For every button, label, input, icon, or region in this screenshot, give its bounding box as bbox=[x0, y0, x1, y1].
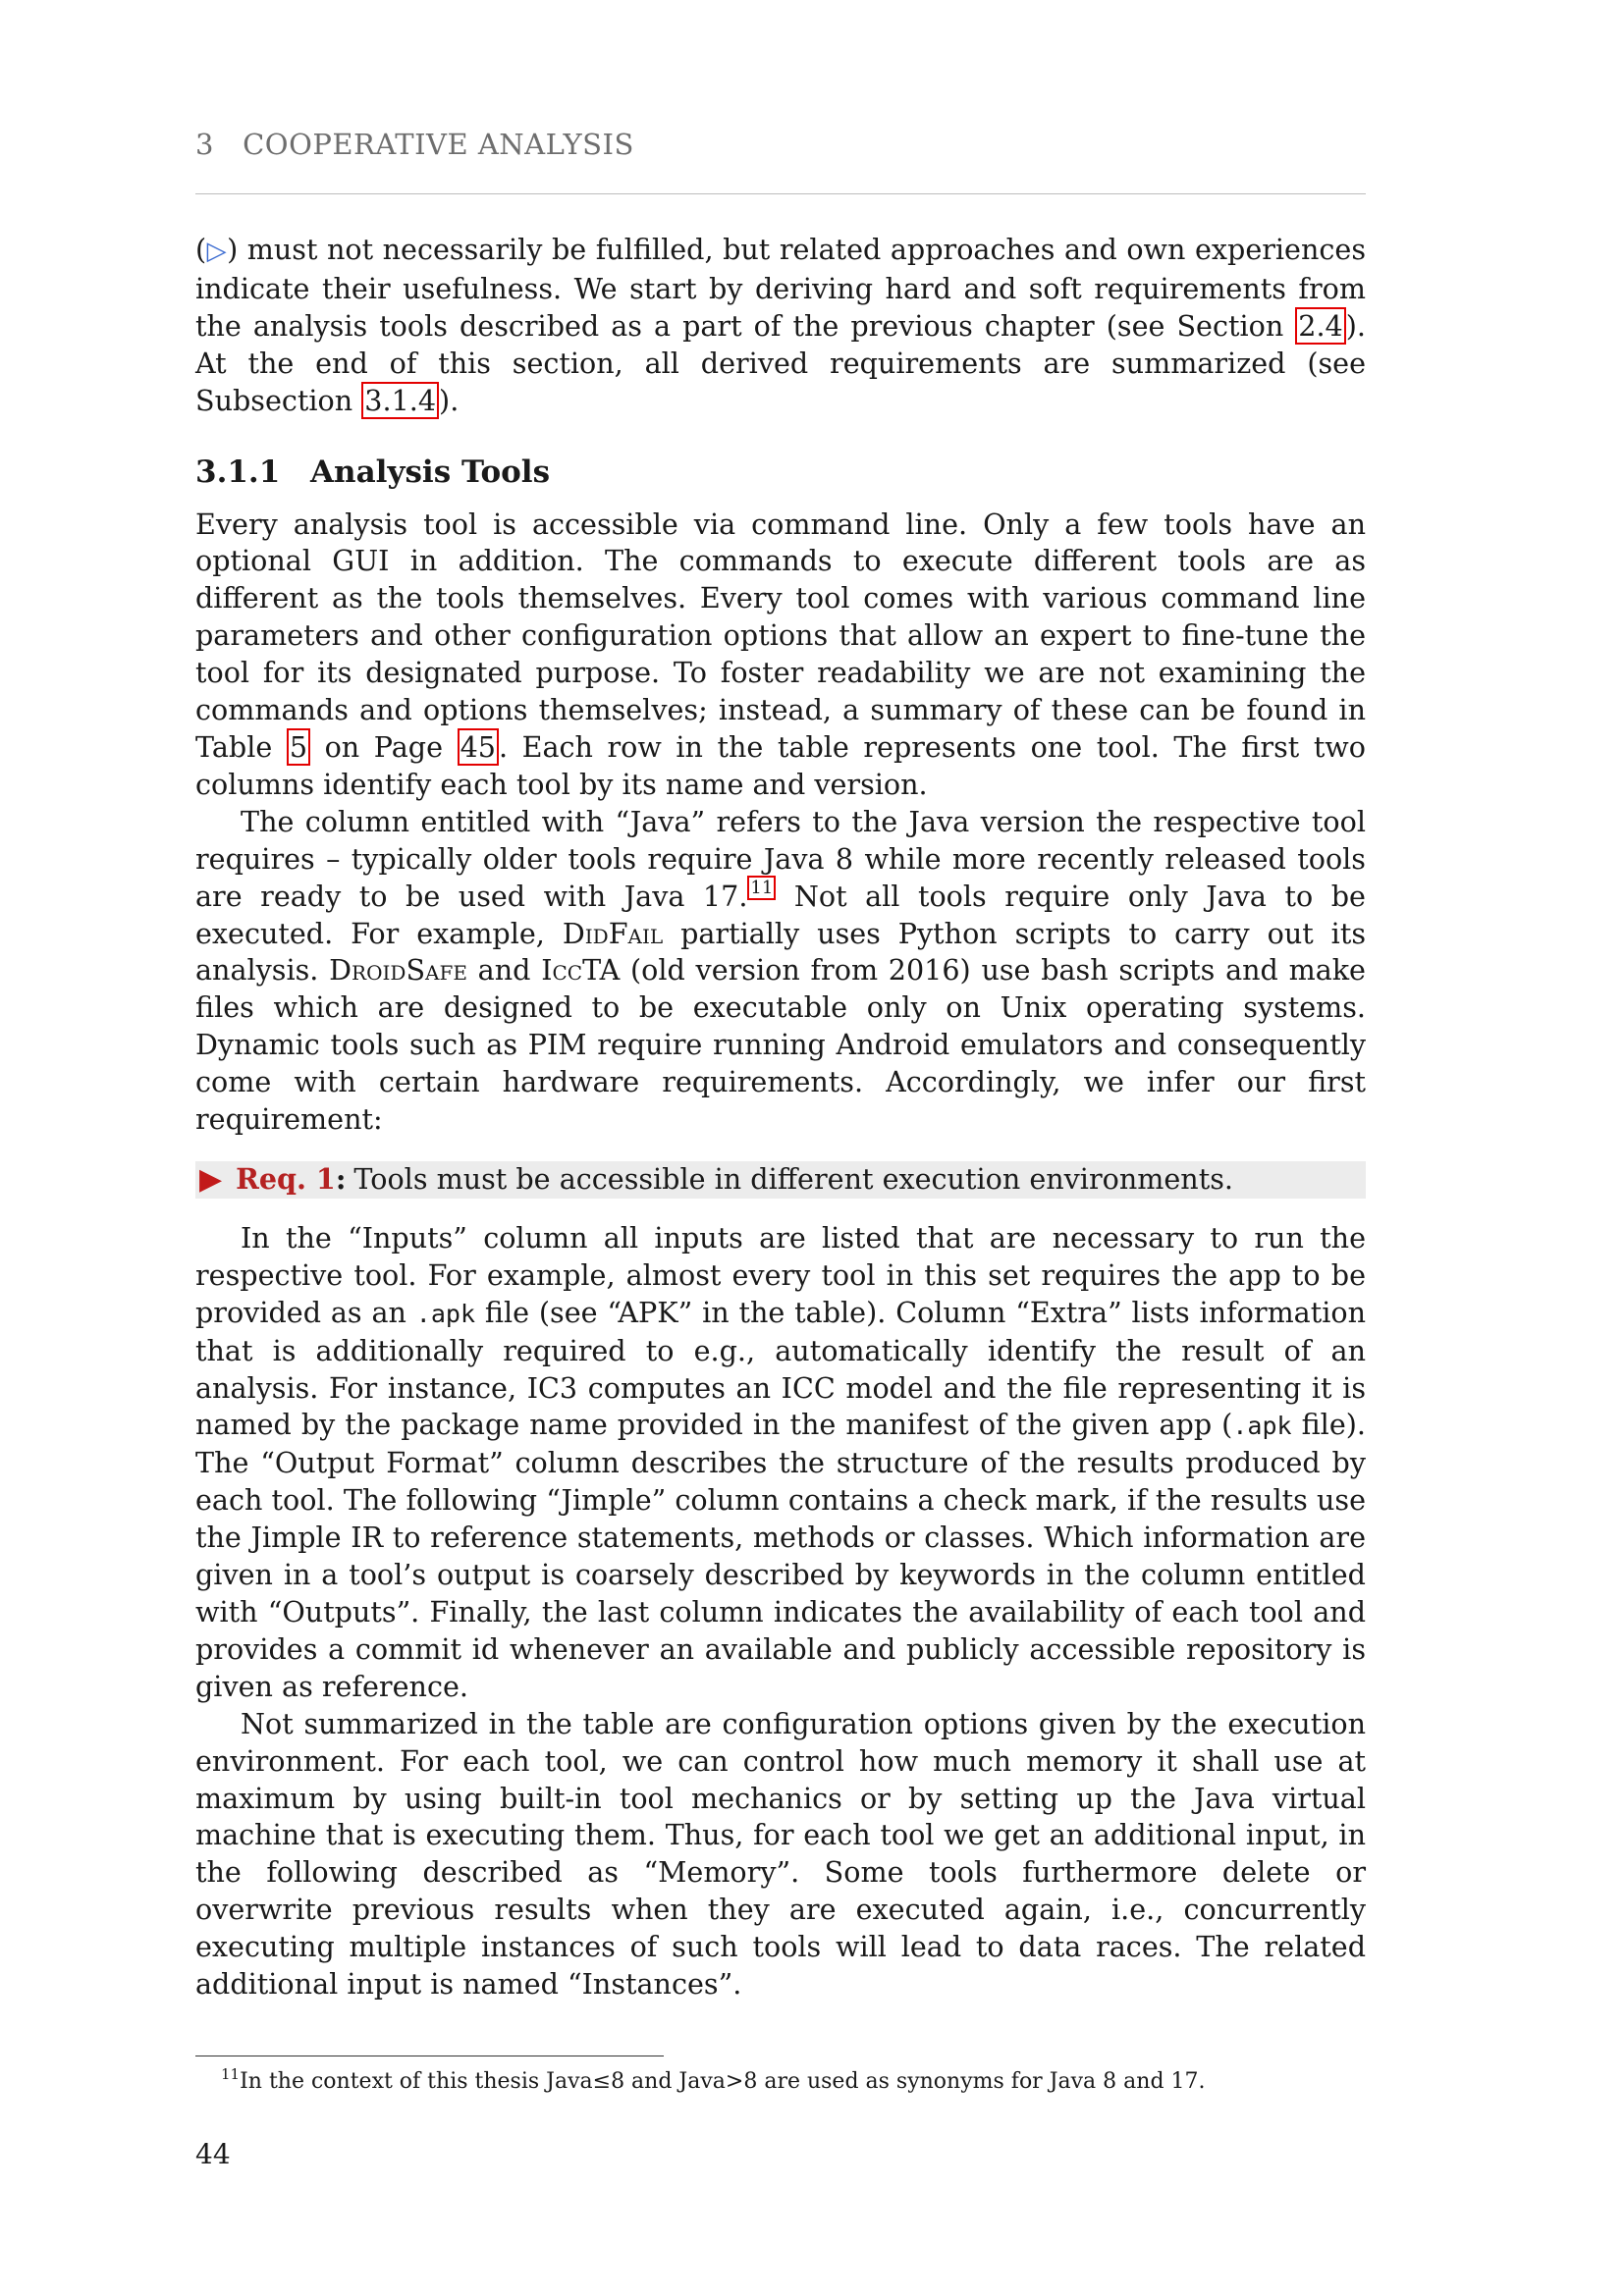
code-apk-2: .apk bbox=[1232, 1412, 1292, 1441]
paragraph-2: The column entitled with “Java” refers to the Java version the respective tool requires – typically older tools require Java 8 while more recently released tools are ready to be used with Java 17. $^{11}$ Not all tools require only Java to be executed. For example, DidFail partially uses Python scripts to carry out its analysis. DroidSafe and IccTA (old version from 2016) use bash scripts and make files which are designed to be executable only on Unix operating systems. Dynamic tools such as PIM require running Android emulators and consequently come with certain hardware requirements. Accordingly, we infer our first requirement: bbox=[195, 804, 1366, 1137]
requirement-triangle-icon: ▶ bbox=[199, 1161, 223, 1197]
subsection-ref-link[interactable]: 3.1.4 bbox=[361, 382, 439, 419]
body-text bbox=[195, 232, 1366, 2003]
requirement-box bbox=[195, 1161, 1366, 1199]
chapter-title: COOPERATIVE ANALYSIS bbox=[243, 128, 634, 161]
section-number: 3.1.1 bbox=[195, 454, 281, 490]
tool-name-iccta-suffix: TA bbox=[582, 953, 621, 988]
paragraph-1: Every analysis tool is accessible via command line. Only a few tools have an optional GUI in addition. The commands to execute different tools are as different as the tools themselves. Every tool comes with various command line parameters and other configuration options that allow an expert to fine-tune the tool for its designated purpose. To foster readability we are not examining the commands and options themselves; instead, a summary of these can be found in Table 5 on Page 45 . Each row in the table represents one tool. The first two columns identify each tool by its name and version. bbox=[195, 507, 1366, 801]
requirement-text: Tools must be accessible in different execution environments. bbox=[353, 1161, 1233, 1196]
intro-paragraph: (▷) must not necessarily be fulfilled, but related approaches and own experiences indicate their usefulness. We start by deriving hard and soft requirements from the analysis tools described as a part of the previous chapter (see Section 2.4 ). At the end of this section, all derived requirements are summarized (see Subsection 3.1.4 ). bbox=[195, 233, 1366, 417]
paragraph-4: Not summarized in the table are configuration options given by the execution environment. For each tool, we can control how much memory it shall use at maximum by using built-in tool mechanics or by setting up the Java virtual machine that is executing them. Thus, for each tool we get an additional input, in the following described as “Memory”. Some tools furthermore delete or overwrite previous results when they are executed again, i.e., concurrently executing multiple instances of such tools will lead to data races. The related additional input is named “Instances”. bbox=[195, 1706, 1366, 2002]
running-header bbox=[195, 128, 634, 161]
footnote-text: In the context of this thesis Java≤8 and Java>8 are used as synonyms for Java 8 and 17. bbox=[240, 2069, 1206, 2094]
tool-name-iccta-prefix: Icc bbox=[541, 953, 583, 988]
footnote-ref-link[interactable]: 11 bbox=[747, 876, 776, 900]
soft-requirement-triangle-icon: ▷ bbox=[206, 237, 228, 266]
page-number: 44 bbox=[195, 2138, 231, 2170]
requirement-colon: : bbox=[335, 1161, 347, 1196]
tool-name-didfail: DidFail bbox=[562, 916, 664, 950]
footnote-number: 11 bbox=[221, 2065, 241, 2083]
table-ref-link[interactable]: 5 bbox=[287, 728, 310, 766]
section-ref-link[interactable]: 2.4 bbox=[1295, 307, 1345, 345]
tool-name-droidsafe: DroidSafe bbox=[329, 953, 467, 988]
requirement-label: Req. 1 bbox=[236, 1161, 336, 1196]
chapter-number: 3 bbox=[195, 128, 214, 161]
section-heading bbox=[195, 453, 1366, 492]
paragraph-3: In the “Inputs” column all inputs are listed that are necessary to run the respective tool. For example, almost every tool in this set requires the app to be provided as an .apk file (see “APK” in the table). Column “Extra” lists information that is additionally required to e.g., automatically identify the result of an analysis. For instance, IC3 computes an ICC model and the file representing it is named by the package name provided in the manifest of the given app (.apk file). The “Output Format” column describes the structure of the results produced by each tool. The following “Jimple” column contains a check mark, if the results use the Jimple IR to reference statements, methods or classes. Which information are given in a tool’s output is coarsely described by keywords in the column entitled with “Outputs”. Finally, the last column indicates the availability of each tool and provides a commit id whenever an available and publicly accessible repository is given as reference. bbox=[195, 1220, 1366, 1703]
page-ref-link[interactable]: 45 bbox=[458, 728, 499, 766]
code-apk: .apk bbox=[415, 1299, 476, 1328]
footnote bbox=[221, 2059, 1206, 2097]
header-rule bbox=[195, 193, 1366, 194]
section-title: Analysis Tools bbox=[310, 454, 551, 490]
